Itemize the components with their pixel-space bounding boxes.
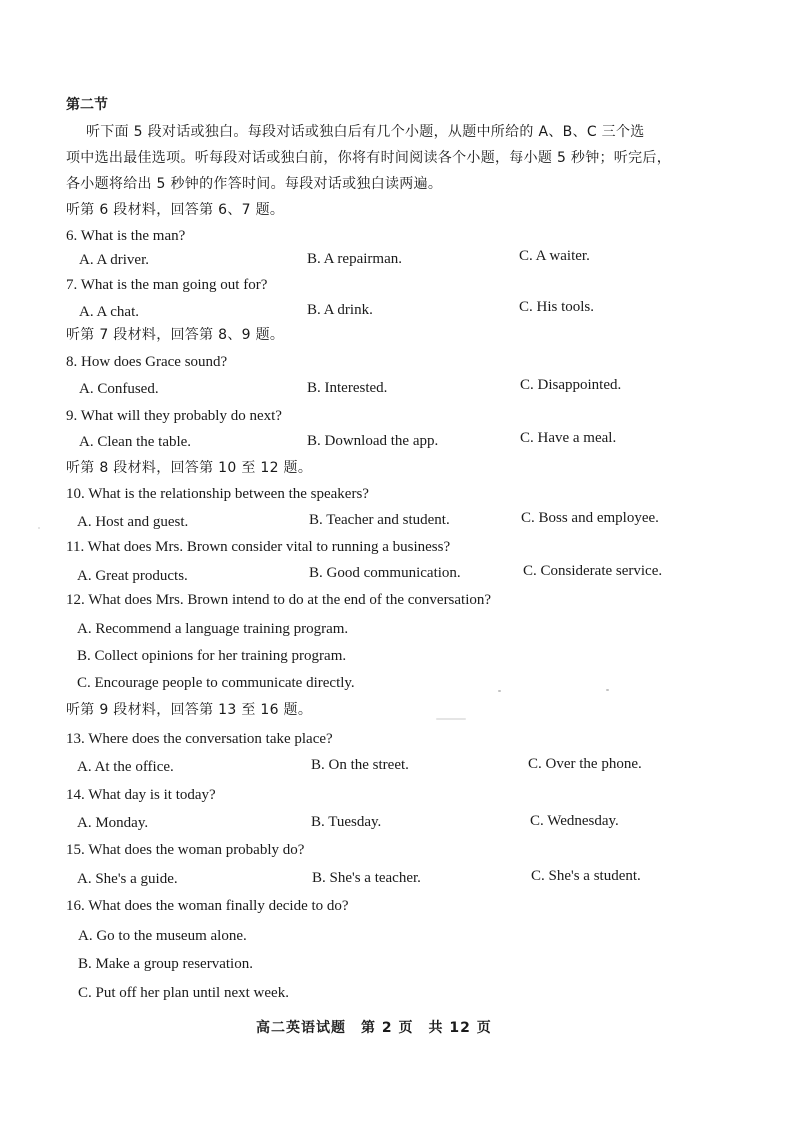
question-14-option-b: B. Tuesday. xyxy=(311,814,382,830)
question-15-option-c: C. She's a student. xyxy=(531,868,641,884)
question-16-option-b: B. Make a group reservation. xyxy=(78,956,253,972)
question-15-stem: 15. What does the woman probably do? xyxy=(66,842,305,858)
material-heading-7: 听第 7 段材料，回答第 8、9 题。 xyxy=(66,327,285,343)
question-9-option-a: A. Clean the table. xyxy=(79,434,192,450)
question-8-stem: 8. How does Grace sound? xyxy=(66,354,228,370)
question-15-option-b: B. She's a teacher. xyxy=(312,870,421,886)
scan-speck xyxy=(498,690,501,692)
question-9-option-b: B. Download the app. xyxy=(307,433,439,449)
question-14-option-a: A. Monday. xyxy=(77,815,149,831)
question-8-option-b: B. Interested. xyxy=(307,380,388,396)
question-15-option-a: A. She's a guide. xyxy=(77,871,178,887)
material-heading-6: 听第 6 段材料，回答第 6、7 题。 xyxy=(66,202,285,218)
question-16-stem: 16. What does the woman finally decide to do? xyxy=(66,898,349,914)
question-10-option-a: A. Host and guest. xyxy=(77,514,189,530)
instruction-line-2: 项中选出最佳选项。听每段对话或独白前，你将有时间阅读各个小题，每小题 5 秒钟；听完后， xyxy=(66,150,672,166)
material-heading-9: 听第 9 段材料，回答第 13 至 16 题。 xyxy=(66,702,313,718)
question-8-option-c: C. Disappointed. xyxy=(520,377,622,393)
page-footer: 高二英语试题 第 2 页 共 12 页 xyxy=(256,1020,492,1036)
scan-speck xyxy=(606,689,609,691)
question-11-option-c: C. Considerate service. xyxy=(523,563,663,579)
question-13-option-c: C. Over the phone. xyxy=(528,756,642,772)
section-title: 第二节 xyxy=(66,97,108,113)
instruction-line-1: 听下面 5 段对话或独白。每段对话或独白后有几个小题，从题中所给的 A、B、C 三个选 xyxy=(86,124,645,140)
question-14-option-c: C. Wednesday. xyxy=(530,813,619,829)
question-10-option-b: B. Teacher and student. xyxy=(309,512,450,528)
question-7-option-a: A. A chat. xyxy=(79,304,139,320)
question-9-option-c: C. Have a meal. xyxy=(520,430,617,446)
question-8-option-a: A. Confused. xyxy=(79,381,159,397)
scan-speck xyxy=(436,718,466,720)
question-7-option-c: C. His tools. xyxy=(519,299,595,315)
question-11-stem: 11. What does Mrs. Brown consider vital to running a business? xyxy=(66,539,451,555)
question-11-option-b: B. Good communication. xyxy=(309,565,461,581)
instruction-line-3: 各小题将给出 5 秒钟的作答时间。每段对话或独白读两遍。 xyxy=(66,176,443,192)
question-10-stem: 10. What is the relationship between the speakers? xyxy=(66,486,369,502)
question-6-stem: 6. What is the man? xyxy=(66,228,186,244)
question-11-option-a: A. Great products. xyxy=(77,568,188,584)
question-13-option-b: B. On the street. xyxy=(311,757,409,773)
question-12-stem: 12. What does Mrs. Brown intend to do at the end of the conversation? xyxy=(66,592,492,608)
question-6-option-c: C. A waiter. xyxy=(519,248,590,264)
scan-speck xyxy=(38,527,40,529)
question-9-stem: 9. What will they probably do next? xyxy=(66,408,282,424)
material-heading-8: 听第 8 段材料，回答第 10 至 12 题。 xyxy=(66,460,313,476)
question-13-option-a: A. At the office. xyxy=(77,759,174,775)
question-10-option-c: C. Boss and employee. xyxy=(521,510,659,526)
question-13-stem: 13. Where does the conversation take place? xyxy=(66,731,333,747)
question-16-option-a: A. Go to the museum alone. xyxy=(78,928,247,944)
question-14-stem: 14. What day is it today? xyxy=(66,787,216,803)
question-6-option-a: A. A driver. xyxy=(79,252,149,268)
question-6-option-b: B. A repairman. xyxy=(307,251,402,267)
question-7-stem: 7. What is the man going out for? xyxy=(66,277,268,293)
question-12-option-c: C. Encourage people to communicate directly. xyxy=(77,675,355,691)
question-16-option-c: C. Put off her plan until next week. xyxy=(78,985,289,1001)
question-12-option-b: B. Collect opinions for her training program. xyxy=(77,648,347,664)
question-12-option-a: A. Recommend a language training program. xyxy=(77,621,349,637)
question-7-option-b: B. A drink. xyxy=(307,302,373,318)
